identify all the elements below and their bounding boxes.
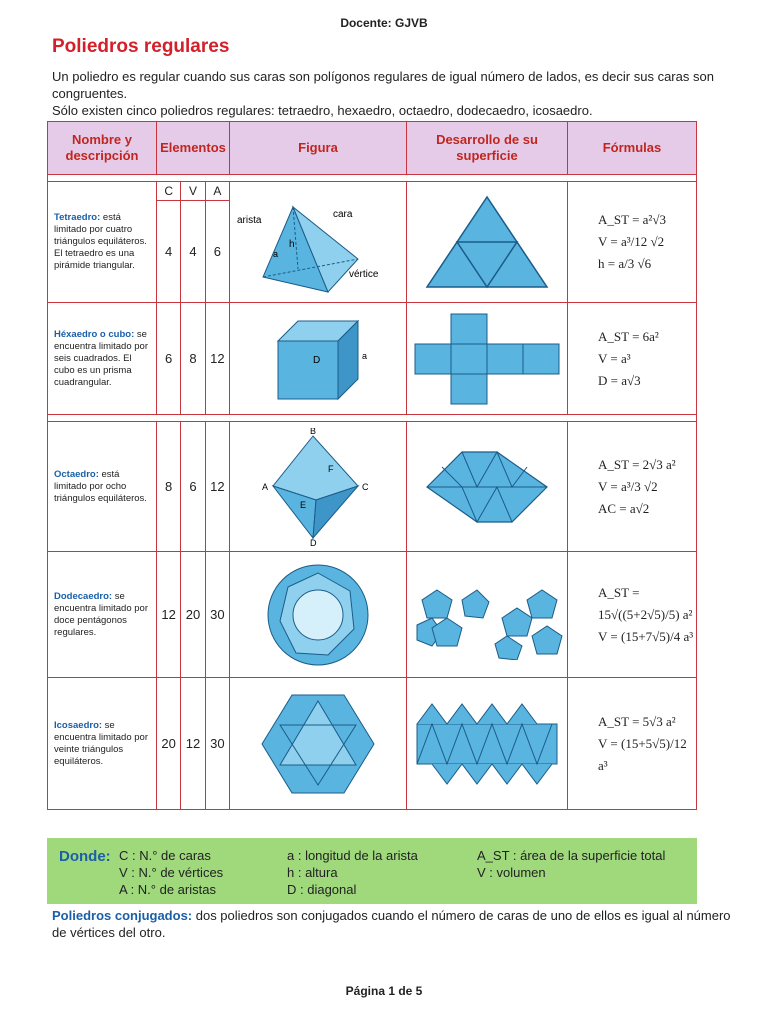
svg-text:C: C <box>362 481 369 492</box>
cube-v: 8 <box>181 303 205 415</box>
octa-development <box>407 422 568 552</box>
octa-a: 12 <box>205 422 229 552</box>
dodeca-formulas: A_ST = 15√((5+2√5)/5) a² V = (15+7√5)/4 a³ <box>568 552 697 678</box>
svg-text:arista: arista <box>237 215 262 226</box>
svg-text:F: F <box>328 463 334 474</box>
page-header: Docente: GJVB <box>340 16 428 30</box>
icosa-development <box>407 678 568 810</box>
dodeca-figure <box>230 552 407 678</box>
octa-formulas: A_ST = 2√3 a² V = a³/3 √2 AC = a√2 <box>568 422 697 552</box>
tetra-formulas: A_ST = a²√3 V = a³/12 √2 h = a/3 √6 <box>568 182 697 303</box>
svg-text:vértice: vértice <box>349 269 379 280</box>
tetra-c: 4 <box>157 201 181 303</box>
tetra-figure <box>230 182 407 303</box>
cva-c: C <box>157 182 181 201</box>
dodeca-a: 30 <box>205 552 229 678</box>
conjugados-text: Poliedros conjugados: dos poliedros son conjugados cuando el número de caras de uno de ellos es igual al número de vértices del otro. <box>52 908 731 940</box>
page-footer: Página 1 de 5 <box>345 984 423 998</box>
dodeca-development <box>407 552 568 678</box>
row-tetra-desc: Tetraedro: está limitado por cuatro triángulos equiláteros. El tetraedro es una pirámide triangular. <box>48 182 157 303</box>
legend-title: Donde: <box>59 848 111 865</box>
polyhedra-table <box>47 121 697 810</box>
header-elements: Elementos <box>157 122 230 175</box>
legend-col-3: A_ST : área de la superficie total V : volumen <box>477 848 666 880</box>
row-cube-desc: Héxaedro o cubo: se encuentra limitado por seis cuadrados. El cubo es un prisma cuadrangular. <box>48 303 157 415</box>
row-octa-desc: Octaedro: está limitado por ocho triángulos equiláteros. <box>48 422 157 552</box>
svg-text:a: a <box>362 351 368 361</box>
svg-text:D: D <box>313 355 321 366</box>
tetra-v: 4 <box>181 201 205 303</box>
svg-text:D: D <box>310 537 317 546</box>
header-development: Desarrollo de su superficie <box>407 122 568 175</box>
svg-text:E: E <box>300 499 307 510</box>
legend-col-1: C : N.° de caras V : N.° de vértices A : N.° de aristas <box>119 848 224 897</box>
cube-development <box>407 303 568 415</box>
svg-text:A: A <box>262 481 269 492</box>
page-title: Poliedros regulares <box>52 36 230 57</box>
header-figure: Figura <box>230 122 407 175</box>
octa-figure <box>230 422 407 552</box>
tetra-a: 6 <box>205 201 229 303</box>
cva-a: A <box>205 182 229 201</box>
intro-line-2: Sólo existen cinco poliedros regulares: tetraedro, hexaedro, octaedro, dodecaedro, icosaedro. <box>52 103 593 118</box>
cube-formulas: A_ST = 6a² V = a³ D = a√3 <box>568 303 697 415</box>
icosa-c: 20 <box>157 678 181 810</box>
cube-c: 6 <box>157 303 181 415</box>
intro-text <box>52 68 722 119</box>
icosa-formulas: A_ST = 5√3 a² V = (15+5√5)/12 a³ <box>568 678 697 810</box>
icosa-a: 30 <box>205 678 229 810</box>
octa-v: 6 <box>181 422 205 552</box>
row-icosa-desc: Icosaedro: se encuentra limitado por veinte triángulos equiláteros. <box>48 678 157 810</box>
icosa-v: 12 <box>181 678 205 810</box>
cva-v: V <box>181 182 205 201</box>
cube-figure <box>230 303 407 415</box>
dodeca-c: 12 <box>157 552 181 678</box>
octa-c: 8 <box>157 422 181 552</box>
header-formulas: Fórmulas <box>568 122 697 175</box>
svg-text:a: a <box>273 249 279 259</box>
legend-box <box>47 838 697 904</box>
intro-line-1: Un poliedro es regular cuando sus caras son polígonos regulares de igual número de lados, es decir sus caras son congruentes. <box>52 69 714 101</box>
svg-text:h: h <box>289 239 295 250</box>
row-dodeca-desc: Dodecaedro: se encuentra limitado por doce pentágonos regulares. <box>48 552 157 678</box>
header-name: Nombre y descripción <box>48 122 157 175</box>
svg-text:cara: cara <box>333 209 353 220</box>
tetra-development <box>407 182 568 303</box>
legend-col-2: a : longitud de la arista h : altura D : diagonal <box>287 848 418 897</box>
dodeca-v: 20 <box>181 552 205 678</box>
icosa-figure <box>230 678 407 810</box>
svg-text:B: B <box>310 427 317 436</box>
cube-a: 12 <box>205 303 229 415</box>
